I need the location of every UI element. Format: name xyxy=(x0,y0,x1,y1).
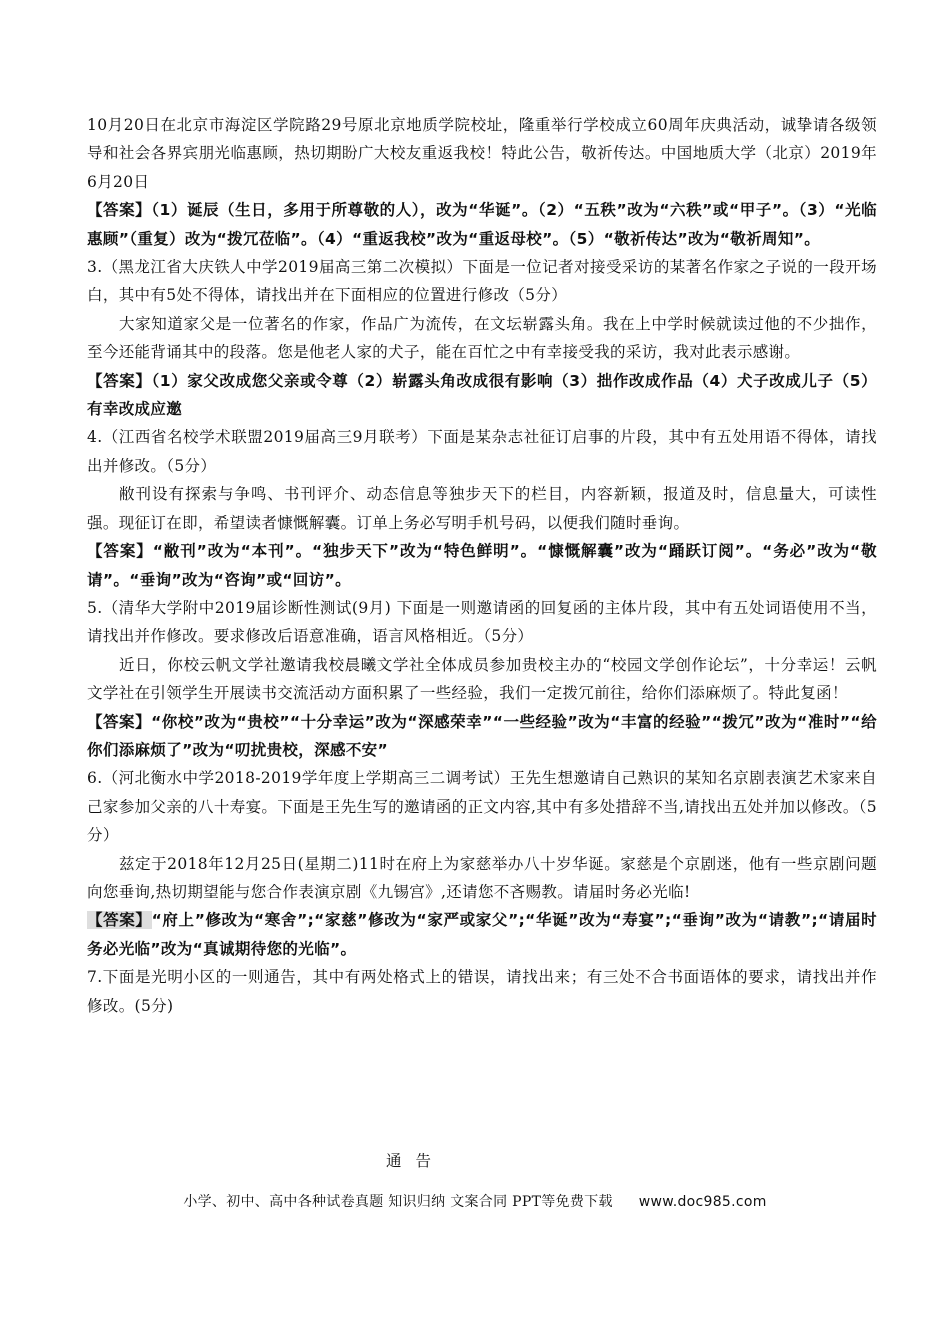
document-body xyxy=(87,111,877,1020)
question-5-passage: 近日，你校云帆文学社邀请我校晨曦文学社全体成员参加贵校主办的“校园文学创作论坛”，十分幸运！云帆文学社在引领学生开展读书交流活动方面积累了一些经验，我们一定拨冗前往，给你们添麻烦了。特此复函！ xyxy=(87,655,877,703)
page-footer xyxy=(0,1191,950,1213)
answer-paragraph xyxy=(87,906,877,963)
answer-label: 【答案】 xyxy=(87,712,152,731)
question-6: 6.（河北衡水中学2018-2019学年度上学期高三二调考试）王先生想邀请自己熟识的某知名京剧表演艺术家来自己家参加父亲的八十寿宴。下面是王先生写的邀请函的正文内容,其中有多处措辞不当,请找出五处并加以修改。（5分） xyxy=(87,769,877,845)
question-5: 5.（清华大学附中2019届诊断性测试(9月) 下面是一则邀请函的回复函的主体片段，其中有五处词语使用不当，请找出并作修改。要求修改后语意准确，语言风格相近。（5分） xyxy=(87,598,877,646)
answer-text: （1）家父改成您父亲或令尊（2）崭露头角改成很有影响（3）拙作改成作品（4）犬子改成儿子（5）有幸改成应邀 xyxy=(87,371,877,419)
paragraph-notice-text: 10月20日在北京市海淀区学院路29号原北京地质学院校址，隆重举行学校成立60周年庆典活动，诚挚请各级领导和社会各界宾朋光临惠顾，热切期盼广大校友重返我校！特此公告，敬祈传达。中国地质大学（北京）2019年6月20日 xyxy=(87,116,877,191)
answer-label: 【答案】 xyxy=(87,371,152,390)
footer-text: 小学、初中、高中各种试卷真题 知识归纳 文案合同 PPT等免费下载 xyxy=(183,1194,613,1210)
answer-label-highlighted: 【答案】 xyxy=(87,911,152,930)
footer-url[interactable]: www.doc985.com xyxy=(638,1194,767,1210)
question-7: 7.下面是光明小区的一则通告，其中有两处格式上的错误，请找出来；有三处不合书面语体的要求，请找出并作修改。(5分) xyxy=(87,968,877,1015)
answer-paragraph xyxy=(87,196,877,253)
answer-text: “府上”修改为“寒舍”;“家慈”修改为“家严或家父”;“华诞”改为“寿宴”;“垂询”改为“请教”;“请届时务必光临”改为“真诚期待您的光临”。 xyxy=(87,911,877,958)
question-6-passage: 兹定于2018年12月25日(星期二)11时在府上为家慈举办八十岁华诞。家慈是个京剧迷，他有一些京剧问题向您垂询,热切期望能与您合作表演京剧《九锡宫》,还请您不吝赐教。请届时务必光临! xyxy=(87,854,877,901)
answer-text: “你校”改为“贵校”“十分幸运”改为“深感荣幸”“一些经验”改为“丰富的经验”“拨冗”改为“准时”“给你们添麻烦了”改为“叨扰贵校，深感不安” xyxy=(87,712,877,759)
question-3: 3.（黑龙江省大庆铁人中学2019届高三第二次模拟）下面是一位记者对接受采访的某著名作家之子说的一段开场白，其中有5处不得体，请找出并在下面相应的位置进行修改（5分） xyxy=(87,258,877,305)
answer-paragraph xyxy=(87,537,877,594)
notice-title: 通告 xyxy=(386,1152,446,1170)
answer-paragraph xyxy=(87,708,877,765)
answer-text: “敝刊”改为“本刊”。“独步天下”改为“特色鲜明”。“慷慨解囊”改为“踊跃订阅”。“务必”改为“敬请”。“垂询”改为“咨询”或“回访”。 xyxy=(87,542,877,589)
question-4-passage: 敝刊设有探索与争鸣、书刊评介、动态信息等独步天下的栏目，内容新颖，报道及时，信息量大，可读性强。现征订在即，希望读者慷慨解囊。订单上务必写明手机号码，以便我们随时垂询。 xyxy=(87,485,877,532)
answer-label: 【答案】 xyxy=(87,201,152,220)
answer-label: 【答案】 xyxy=(87,542,153,561)
question-4: 4.（江西省名校学术联盟2019届高三9月联考）下面是某杂志社征订启事的片段，其中有五处用语不得体，请找出并修改。（5分） xyxy=(87,428,877,475)
answer-paragraph xyxy=(87,367,877,424)
answer-text: （1）诞辰（生日，多用于所尊敬的人），改为“华诞”。（2）“五秩”改为“六秩”或“甲子”。（3）“光临惠顾”（重复）改为“拨冗莅临”。（4）“重返我校”改为“重返母校”。（5）“敬祈传达”改为“敬祈周知”。 xyxy=(87,201,877,248)
question-3-passage: 大家知道家父是一位著名的作家，作品广为流传，在文坛崭露头角。我在上中学时候就读过他的不少拙作，至今还能背诵其中的段落。您是他老人家的犬子，能在百忙之中有幸接受我的采访，我对此表示感谢。 xyxy=(87,314,877,362)
